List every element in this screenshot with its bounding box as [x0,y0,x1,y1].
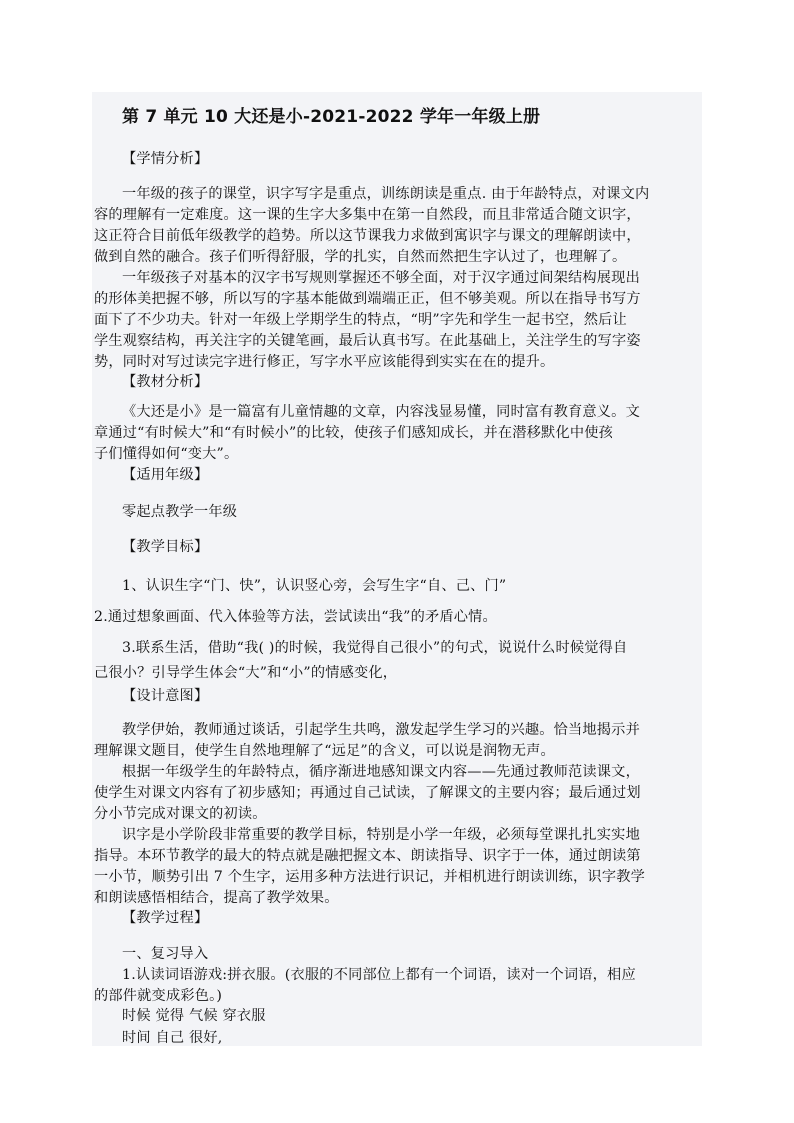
paragraph-line: 章通过“有时候大”和“有时候小”的比较，使孩子们感知成长，并在潜移默化中使孩 [94,425,613,441]
objective-item: 3.联系生活，借助“我( )的时候，我觉得自己很小”的句式，说说什么时候觉得自 [122,640,628,656]
paragraph-line: 和朗读感悟相结合，提高了教学效果。 [94,890,339,906]
paragraph-line: 这正符合目前低年级教学的趋势。所以这节课我力求做到寓识字与课文的理解朗读中， [94,228,641,244]
paragraph-line: 理解课文题目，使学生自然地理解了“远足”的含义，可以说是润物无声。 [94,743,555,759]
word-list: 时间 自己 很好, [122,1030,223,1046]
section-heading-objectives: 【教学目标】 [122,539,209,555]
grade-text: 零起点教学一年级 [122,504,238,520]
word-list: 时候 觉得 气候 穿衣服 [122,1008,266,1024]
section-heading-design: 【设计意图】 [122,688,209,704]
paragraph-line: 子们懂得如何“变大”。 [94,446,239,462]
section-heading-process: 【教学过程】 [122,910,209,926]
section-heading-analysis: 【学情分析】 [122,151,209,167]
section-heading-grade: 【适用年级】 [122,467,209,483]
paragraph-line: 1.认读词语游戏:拼衣服。(衣服的不同部位上都有一个词语，读对一个词语，相应 [122,967,636,983]
paragraph-line: 的形体美把握不够，所以写的字基本能做到端端正正，但不够美观。所以在指导书写方 [94,291,641,307]
paragraph-line: 《大还是小》是一篇富有儿童情趣的文章，内容浅显易懂，同时富有教育意义。文 [122,404,640,420]
paragraph-line: 学生观察结构，再关注字的关键笔画，最后认真书写。在此基础上，关注学生的写字姿 [94,333,641,349]
paragraph-line: 一年级的孩子的课堂，识字写字是重点，训练朗读是重点. 由于年龄特点，对课文内 [122,186,650,202]
paragraph-line: 分小节完成对课文的初读。 [94,806,267,822]
objective-item: 1、认识生字“门、快”，认识竖心旁，会写生字“自、己、门” [122,578,507,594]
paragraph-line: 指导。本环节教学的最大的特点就是融把握文本、朗读指导、识字于一体，通过朗读第 [94,848,641,864]
document-title: 第 7 单元 10 大还是小-2021-2022 学年一年级上册 [122,107,541,127]
paragraph-line: 根据一年级学生的年龄特点，循序渐进地感知课文内容——先通过教师范读课文， [122,764,640,780]
objective-item: 己很小？引导学生体会“大”和“小”的情感变化， [94,665,398,681]
paragraph-line: 教学伊始，教师通过谈话，引起学生共鸣，激发起学生学习的兴趣。恰当地揭示并 [122,722,640,738]
document-page [92,92,702,1046]
paragraph-line: 做到自然的融合。孩子们听得舒服，学的扎实，自然而然把生字认过了，也理解了。 [94,249,627,265]
paragraph-line: 一小节，顺势引出 7 个生字，运用多种方法进行识记，并相机进行朗读训练，识字教学 [94,869,645,885]
paragraph-line: 面下了不少功夫。针对一年级上学期学生的特点，“明”字先和学生一起书空，然后让 [94,312,627,328]
paragraph-line: 的部件就变成彩色。) [94,988,223,1004]
paragraph-line: 一年级孩子对基本的汉字书写规则掌握还不够全面，对于汉字通过间架结构展现出 [122,270,640,286]
objective-item: 2.通过想象画面、代入体验等方法，尝试读出“我”的矛盾心情。 [94,609,497,625]
section-heading-textbook: 【教材分析】 [122,374,209,390]
paragraph-line: 使学生对课文内容有了初步感知；再通过自己试读，了解课文的主要内容；最后通过划 [94,785,641,801]
paragraph-line: 势，同时对写过读完字进行修正，写字水平应该能得到实实在在的提升。 [94,354,555,370]
paragraph-line: 识字是小学阶段非常重要的教学目标，特别是小学一年级，必须每堂课扎扎实实地 [122,827,640,843]
subheading: 一、复习导入 [122,946,209,962]
paragraph-line: 容的理解有一定难度。这一课的生字大多集中在第一自然段，而且非常适合随文识字， [94,207,641,223]
